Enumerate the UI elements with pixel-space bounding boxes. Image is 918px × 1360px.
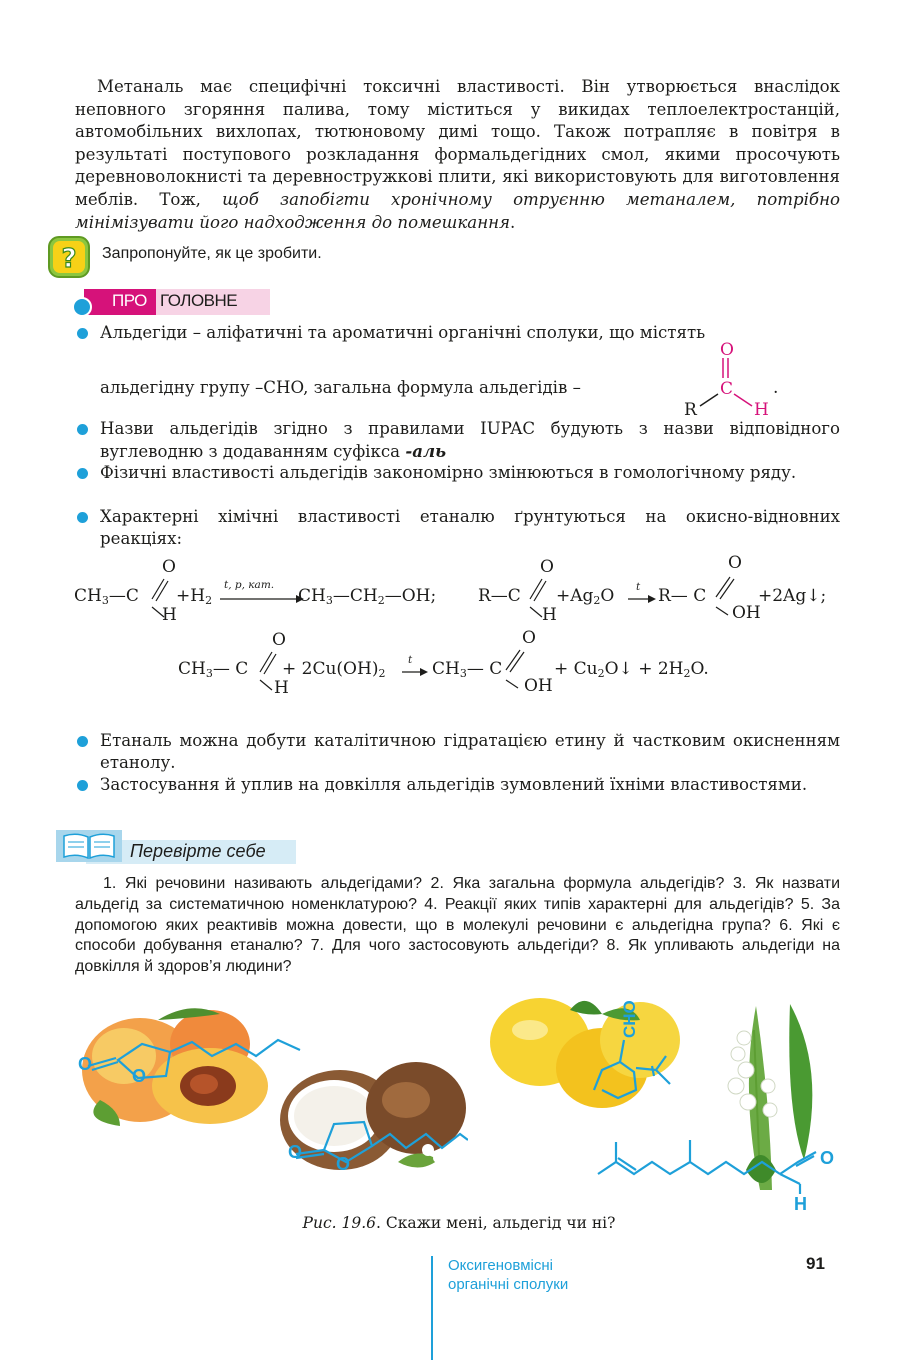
question-mark-icon	[48, 236, 90, 278]
summary-bullet-1: Альдегіди – аліфатичні та ароматичні органічні сполуки, що містять	[75, 322, 840, 344]
summary-bullet-5: Етаналь можна добути каталітичною гідратацією етину й частковим окисненням етанолу.	[75, 730, 840, 774]
summary-bullet-2: Назви альдегідів згідно з правилами IUPAC будують з назви відповідного вуглеводню з додаванням суфікса -аль	[75, 418, 840, 463]
check-title: Перевірте себе	[130, 841, 266, 861]
lemon-image: CHO	[490, 990, 690, 1120]
lily-image: O H	[590, 990, 850, 1214]
intro-paragraph: Метаналь має специфічні токсичні властивості. Він утворюється внаслідок неповного згоряння палива, тому міститься у викидах теплоелектростанцій, автомобільних вихлопах, тютюновому димі тощо. Також потрапляє в повітря в результаті поступового розкладання формальдегідних смол, якими просочують деревноволокнисті та деревностружкові плити, які використовують для виготовлення меблів. Тож, щоб запобігти хронічному отруєнню метаналем, потрібно мінімізувати його надходження до помешкання.	[75, 77, 840, 232]
summary-label-pro: ПРО	[112, 291, 147, 310]
bullet-dot	[77, 736, 88, 747]
reaction-2: O R—C H $+Ag_2O$ t R— C O OH +2Ag↓;	[478, 553, 827, 625]
bullet-dot	[77, 424, 88, 435]
page-number: 91	[806, 1254, 825, 1273]
bullet-dot	[77, 780, 88, 791]
reaction-3: O $CH_3—$ C H + $2Cu(OH)_2$ t $CH_3—$ C O OH + $Cu_2O↓ + 2H_2O$.	[178, 628, 709, 698]
summary-label-main: ГОЛОВНЕ	[160, 291, 238, 310]
bullet-dot	[77, 512, 88, 523]
coconut-image: O O	[278, 1050, 468, 1190]
bullet-dot	[77, 468, 88, 479]
summary-bullet-3: Фізичні властивості альдегідів закономірно змінюються в гомологічному ряду.	[75, 462, 840, 484]
footer-section: Оксигеновмісні органічні сполуки	[448, 1257, 569, 1293]
peach-image: O O	[80, 1000, 302, 1128]
figure-caption: Рис. 19.6. Скажи мені, альдегід чи ні?	[302, 1214, 616, 1232]
reaction-1-condition: t, p, кат.	[224, 579, 275, 591]
check-questions: 1. Які речовини називають альдегідами? 2. Яка загальна формула альдегідів? 3. Як назвати альдегід за систематичною номенклатурою? 4. Реакції яких типів характерні для альдегідів? 5. За допомогою яких реактивів можна довести, що в молекулі речовини є альдегідна група? 6. Які є способи добування етаналю? 7. Для чого застосовують альдегіди? 8. Як упливають альдегіди на довкілля й здоров’я людини?	[75, 875, 840, 976]
question-text: Запропонуйте, як це зробити.	[102, 245, 322, 262]
book-icon	[56, 830, 122, 862]
bullet-1-line2: альдегідну групу –CHO, загальна формула альдегідів –	[100, 378, 581, 397]
summary-bullet-4: Характерні хімічні властивості етаналю ґрунтуються на окисно-відновних реакціях:	[75, 506, 840, 550]
reaction-1: O $CH_3—C$ H $+H_2$ t, p, кат. $CH_3—CH_2—OH$;	[74, 557, 437, 625]
summary-header	[72, 289, 270, 315]
check-header	[56, 830, 296, 864]
bullet-dot	[77, 328, 88, 339]
footer-divider	[431, 1256, 433, 1360]
svg-text:?: ?	[61, 244, 77, 274]
aldehyde-general-formula: O C R H .	[684, 340, 779, 420]
summary-bullet-6: Застосування й уплив на довкілля альдегідів зумовлений їхніми властивостями.	[75, 774, 840, 796]
